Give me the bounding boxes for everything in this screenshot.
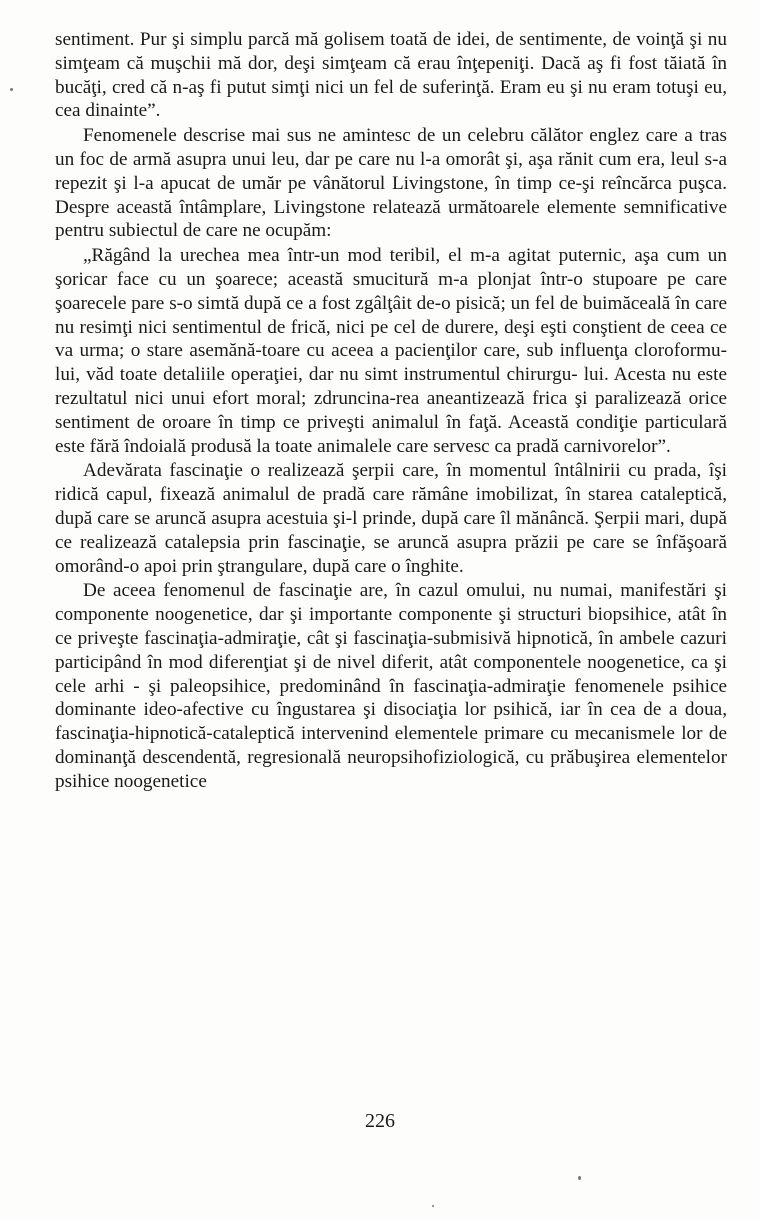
paragraph-livingstone-quote: „Răgând la urechea mea într-un mod teribil, el m-a agitat puternic, aşa cum un şoricar face cu un şoarece; această smucitură m-a plonjat într-o stupoare pe care şoarecele pare s-o simtă după ce a fost zgâlţâit de-o pisică; un fel de buimăceală în care nu resimţi nici sentimentul de frică, nici pe cel de durere, deşi eşti conştient de ceea ce va urma; o stare asemănă-toare cu aceea a pacienţilor care, sub influenţa cloroformu- lui, văd toate detaliile operaţiei, dar nu simt instrumentul chirurgu- lui. Acesta nu este rezultatul nici unui efort moral; zdruncina-rea aneantizează frica şi paralizează orice sentiment de oroare în timp ce priveşti animalul în faţă. Această condiţie particulară este fără îndoială produsă la toate animalele care servesc ca pradă carnivorelor”. xyxy=(55,245,727,457)
body-text xyxy=(55,28,727,795)
paragraph-fascination: De aceea fenomenul de fascinaţie are, în cazul omului, nu numai, manifestări şi componente noogenetice, dar şi importante componente şi structuri biopsihice, atât în ce priveşte fascinaţia-admiraţie, cât şi fascinaţia-submisivă hipnotică, în ambele cazuri participând în mod diferenţiat şi de nivel diferit, atât componentele noogenetice, ca şi cele arhi - şi paleopsihice, predominând în fascinaţia-admiraţie fenomenele psihice dominante ideo-afective cu îngustarea şi disociaţia lor psihică, iar în cea de a doua, fascinaţia-hipnotică-cataleptică intervenind elementele primare cu mecanismele lor de dominanţă descendentă, regresională neuropsihofiziologică, cu prăbuşirea elementelor psihice noogenetice xyxy=(55,580,727,792)
paragraph-livingstone-intro: Fenomenele descrise mai sus ne amintesc de un celebru călător englez care a tras un foc de armă asupra unui leu, dar pe care nu l-a omorât şi, aşa rănit cum era, leul s-a repezit şi l-a apucat de umăr pe vânătorul Livingstone, în timp ce-şi reîncărca puşca. Despre această întâmplare, Livingstone relatează următoarele elemente semnificative pentru subiectul de care ne ocupăm: xyxy=(55,125,727,242)
scan-speck xyxy=(10,88,13,91)
scan-speck xyxy=(578,1176,581,1180)
scan-speck xyxy=(432,1205,434,1207)
page-number: 226 xyxy=(365,1110,395,1132)
paragraph-snakes: Adevărata fascinaţie o realizează şerpii care, în momentul întâlnirii cu prada, îşi ridică capul, fixează animalul de pradă care rămâne imobilizat, în starea cataleptică, după care se aruncă asupra acestuia şi-l prinde, după care îl mănâncă. Şerpii mari, după ce realizează catalepsia prin fascinaţie, se aruncă asupra prăzii pe care se înfăşoară omorând-o apoi prin ştrangulare, după care o înghite. xyxy=(55,460,727,577)
paragraph-continuation: sentiment. Pur şi simplu parcă mă golisem toată de idei, de sentimente, de voinţă şi nu simţeam că muşchii mă dor, deşi simţeam că erau înţepeniţi. Dacă aş fi fost tăiată în bucăţi, cred că n-aş fi putut simţi nici un fel de suferinţă. Eram eu şi nu eram totuşi eu, cea dinainte”. xyxy=(55,29,727,122)
